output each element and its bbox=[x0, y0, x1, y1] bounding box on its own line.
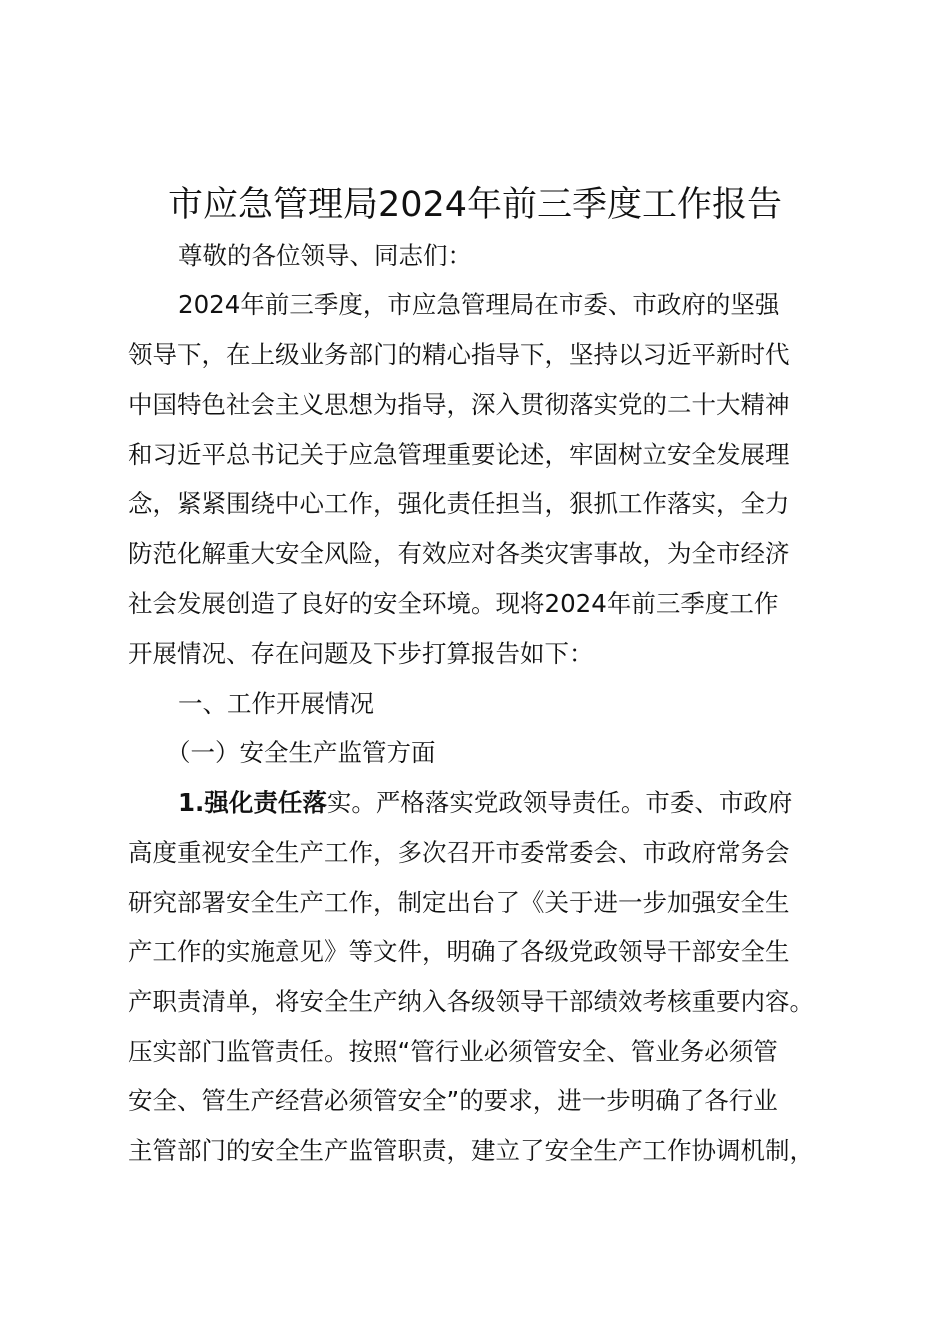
intro-line: 开展情况、存在问题及下步打算报告如下： bbox=[128, 639, 594, 668]
intro-line: 和习近平总书记关于应急管理重要论述，牢固树立安全发展理 bbox=[128, 440, 790, 469]
item-line: 研究部署安全生产工作，制定出台了《关于进一步加强安全生 bbox=[128, 888, 790, 917]
item-line: 产职责清单，将安全生产纳入各级领导干部绩效考核重要内容。 bbox=[128, 987, 814, 1016]
item-bold-label: 1.强化责任落 bbox=[178, 788, 327, 817]
item-line: 主管部门的安全生产监管职责，建立了安全生产工作协调机制， bbox=[128, 1136, 814, 1165]
document-title: 市应急管理局2024年前三季度工作报告 bbox=[167, 185, 783, 225]
item-text: 实。严格落实党政领导责任。市委、市政府 bbox=[326, 788, 793, 817]
item-line: 安全、管生产经营必须管安全”的要求，进一步明确了各行业 bbox=[128, 1086, 778, 1115]
item-line: 产工作的实施意见》等文件，明确了各级党政领导干部安全生 bbox=[128, 937, 790, 966]
item-first-line bbox=[178, 783, 792, 823]
intro-line: 2024年前三季度，市应急管理局在市委、市政府的坚强 bbox=[178, 290, 780, 319]
section-heading: 一、工作开展情况 bbox=[178, 689, 374, 718]
intro-line: 念，紧紧围绕中心工作，强化责任担当，狠抓工作落实，全力 bbox=[128, 489, 790, 518]
subsection-heading: （一）安全生产监管方面 bbox=[166, 738, 436, 767]
item-line: 高度重视安全生产工作，多次召开市委常委会、市政府常务会 bbox=[128, 838, 790, 867]
item-line: 压实部门监管责任。按照“管行业必须管安全、管业务必须管 bbox=[128, 1037, 778, 1066]
intro-line: 领导下，在上级业务部门的精心指导下，坚持以习近平新时代 bbox=[128, 340, 790, 369]
intro-line: 社会发展创造了良好的安全环境。现将2024年前三季度工作 bbox=[128, 589, 779, 618]
intro-line: 防范化解重大安全风险，有效应对各类灾害事故，为全市经济 bbox=[128, 539, 790, 568]
intro-line: 中国特色社会主义思想为指导，深入贯彻落实党的二十大精神 bbox=[128, 390, 790, 419]
salutation: 尊敬的各位领导、同志们： bbox=[178, 241, 472, 270]
